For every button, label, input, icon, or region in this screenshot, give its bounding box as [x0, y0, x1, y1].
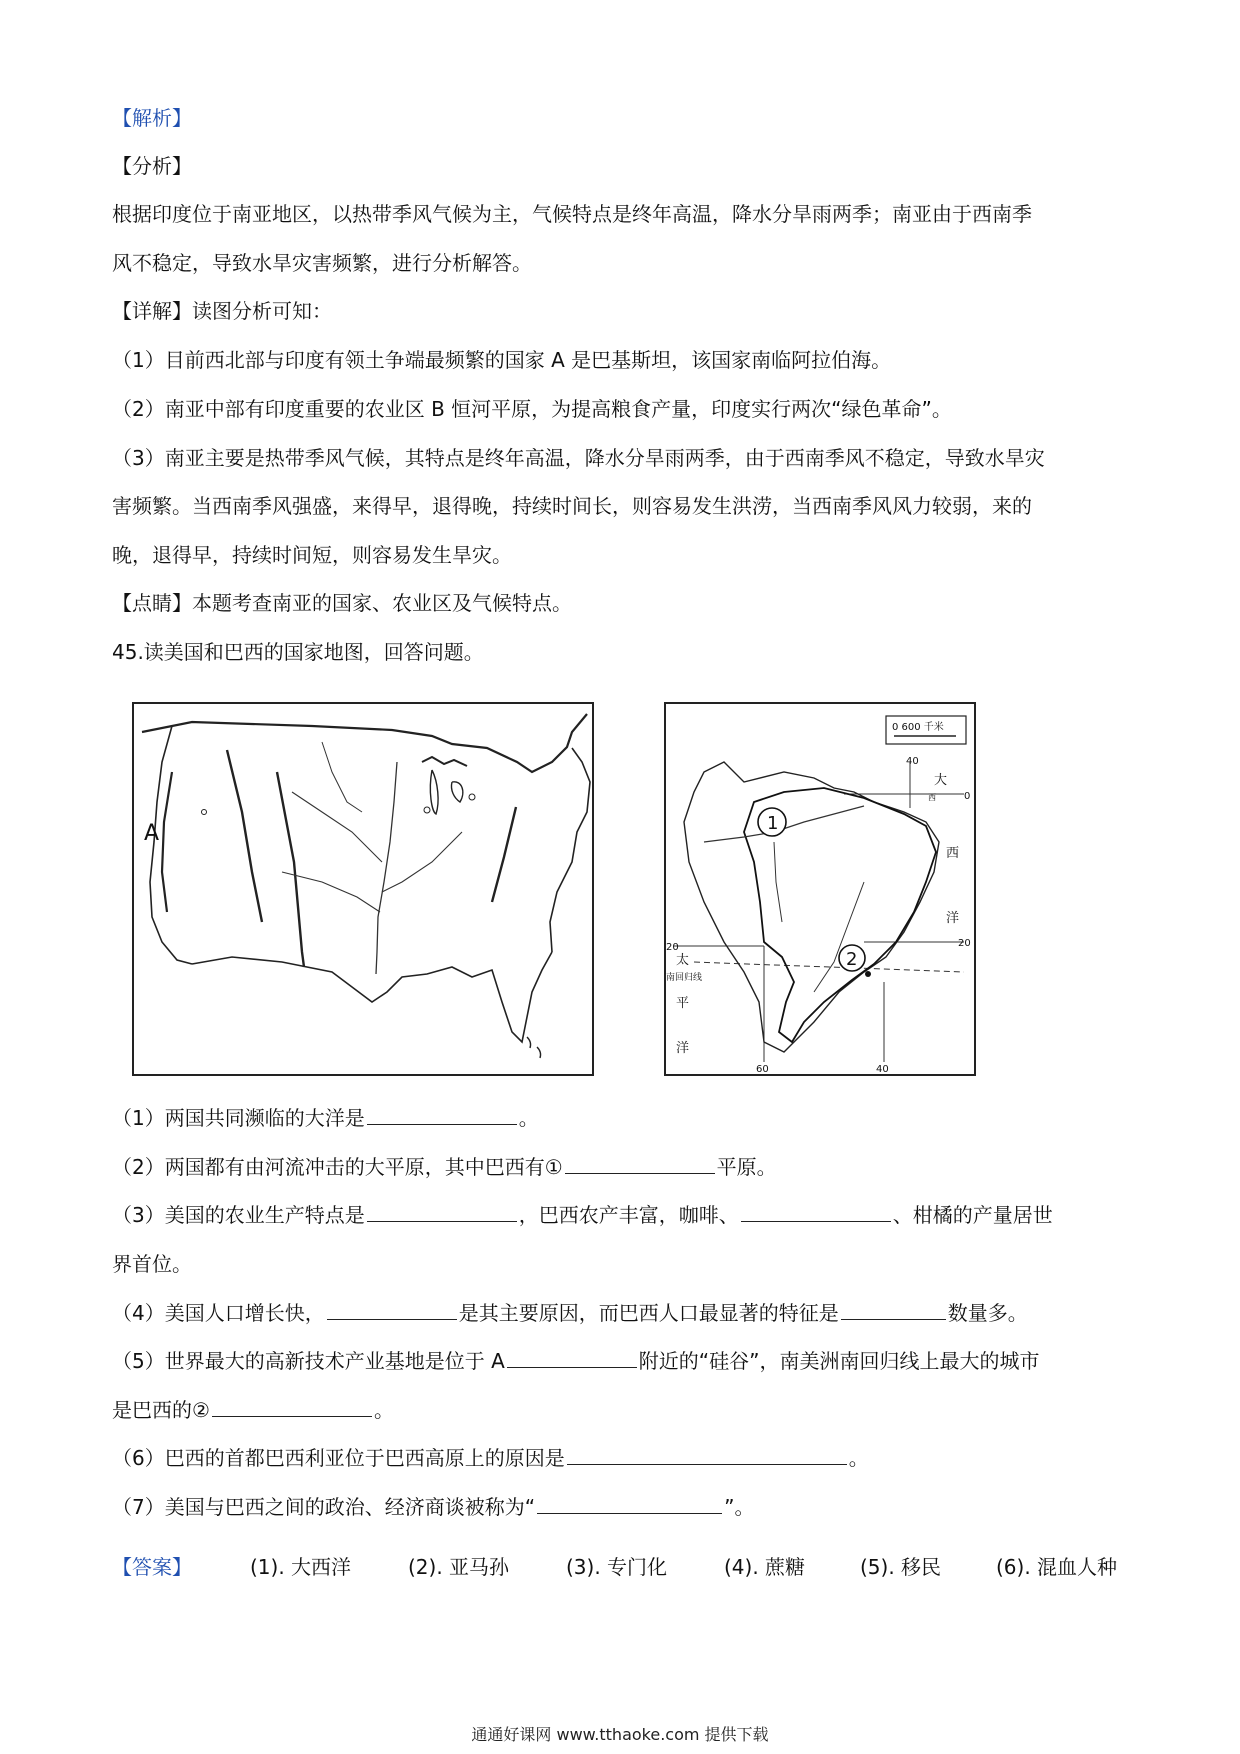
analysis-heading: 【解析】	[112, 106, 192, 130]
detail-line: 害频繁。当西南季风强盛，来得早，退得晚，持续时间长，则容易发生洪涝，当西南季风风力较弱，来的	[112, 494, 1032, 518]
answer-blank[interactable]	[507, 1347, 637, 1368]
question-2: （2）两国都有由河流冲击的大平原，其中巴西有① 平原。	[112, 1155, 777, 1179]
comment-line: 【点睛】本题考查南亚的国家、农业区及气候特点。	[112, 591, 572, 615]
answer-item: (6). 混血人种	[996, 1555, 1118, 1579]
city-dot	[865, 971, 871, 977]
answer-item: (2). 亚马孙	[408, 1555, 510, 1579]
answer-item: (1). 大西洋	[250, 1555, 352, 1579]
question-title: 45.读美国和巴西的国家地图，回答问题。	[112, 640, 484, 664]
usa-map	[132, 702, 594, 1076]
usa-map-frame	[133, 703, 593, 1075]
detail-line: （3）南亚主要是热带季风气候，其特点是终年高温，降水分旱雨两季，由于西南季风不稳定，导致水旱灾	[112, 446, 1045, 470]
answer-item: (4). 蔗糖	[724, 1555, 806, 1579]
tropic-label: 南回归线	[666, 973, 703, 983]
lat-label: 0	[964, 791, 971, 802]
answer-blank[interactable]	[212, 1396, 372, 1417]
detail-line: （1）目前西北部与印度有领土争端最频繁的国家 A 是巴基斯坦，该国家南临阿拉伯海。	[112, 348, 892, 372]
usa-label-a: A	[144, 821, 160, 846]
ocean-label: 太	[676, 953, 690, 968]
answer-blank[interactable]	[327, 1299, 457, 1320]
question-1: （1）两国共同濒临的大洋是 。	[112, 1106, 539, 1130]
ocean-label: 西	[946, 846, 960, 861]
lat-label: 20	[666, 942, 679, 953]
lon-label: 40	[876, 1064, 889, 1075]
brazil-map	[664, 702, 976, 1076]
answer-blank[interactable]	[367, 1201, 517, 1222]
lon-label: 60	[756, 1064, 769, 1075]
marker-2-label: 2	[846, 949, 858, 970]
ocean-label: 洋	[676, 1041, 690, 1056]
question-7: （7）美国与巴西之间的政治、经济商谈被称为“ ”。	[112, 1495, 755, 1519]
brazil-map-frame	[665, 703, 975, 1075]
lon-label: 40	[906, 756, 919, 767]
answer-blank[interactable]	[565, 1153, 715, 1174]
answer-item: (3). 专门化	[566, 1555, 668, 1579]
ocean-label: 平	[676, 996, 690, 1011]
analysis-para-line: 根据印度位于南亚地区，以热带季风气候为主，气候特点是终年高温，降水分旱雨两季；南亚由于西南季	[112, 202, 1032, 226]
footer-text: 通通好课网 www.tthaoke.com 提供下载	[471, 1725, 769, 1744]
scale-label: 0 600 千米	[892, 722, 944, 733]
lat-label: 20	[958, 938, 971, 949]
answer-blank[interactable]	[741, 1201, 891, 1222]
detail-line: 晚，退得早，持续时间短，则容易发生旱灾。	[112, 543, 512, 567]
answers-label: 【答案】	[112, 1555, 192, 1579]
question-5: （5）世界最大的高新技术产业基地是位于 A 附近的“硅谷”，南美洲南回归线上最大的城市	[112, 1349, 1040, 1373]
answer-blank[interactable]	[537, 1493, 722, 1514]
detail-line: （2）南亚中部有印度重要的农业区 B 恒河平原，为提高粮食产量，印度实行两次“绿色革命”。	[112, 397, 952, 421]
question-3: （3）美国的农业生产特点是 ，巴西农产丰富，咖啡、 、柑橘的产量居世	[112, 1203, 1053, 1227]
detail-heading: 【详解】读图分析可知：	[112, 299, 332, 323]
question-5-cont: 是巴西的② 。	[112, 1398, 394, 1422]
answer-item: (5). 移民	[860, 1555, 942, 1579]
question-6: （6）巴西的首都巴西利亚位于巴西高原上的原因是 。	[112, 1446, 869, 1470]
ocean-label: 大	[934, 773, 948, 788]
ocean-label: 洋	[946, 911, 960, 926]
answer-blank[interactable]	[567, 1444, 847, 1465]
analysis-subheading: 【分析】	[112, 154, 192, 178]
analysis-para-line: 风不稳定，导致水旱灾害频繁，进行分析解答。	[112, 251, 532, 275]
answer-blank[interactable]	[367, 1104, 517, 1125]
question-3-cont: 界首位。	[112, 1252, 192, 1276]
question-4: （4）美国人口增长快， 是其主要原因，而巴西人口最显著的特征是 数量多。	[112, 1301, 1028, 1325]
marker-1-label: 1	[767, 813, 779, 834]
ocean-label: 西	[928, 793, 936, 802]
answer-blank[interactable]	[841, 1299, 946, 1320]
